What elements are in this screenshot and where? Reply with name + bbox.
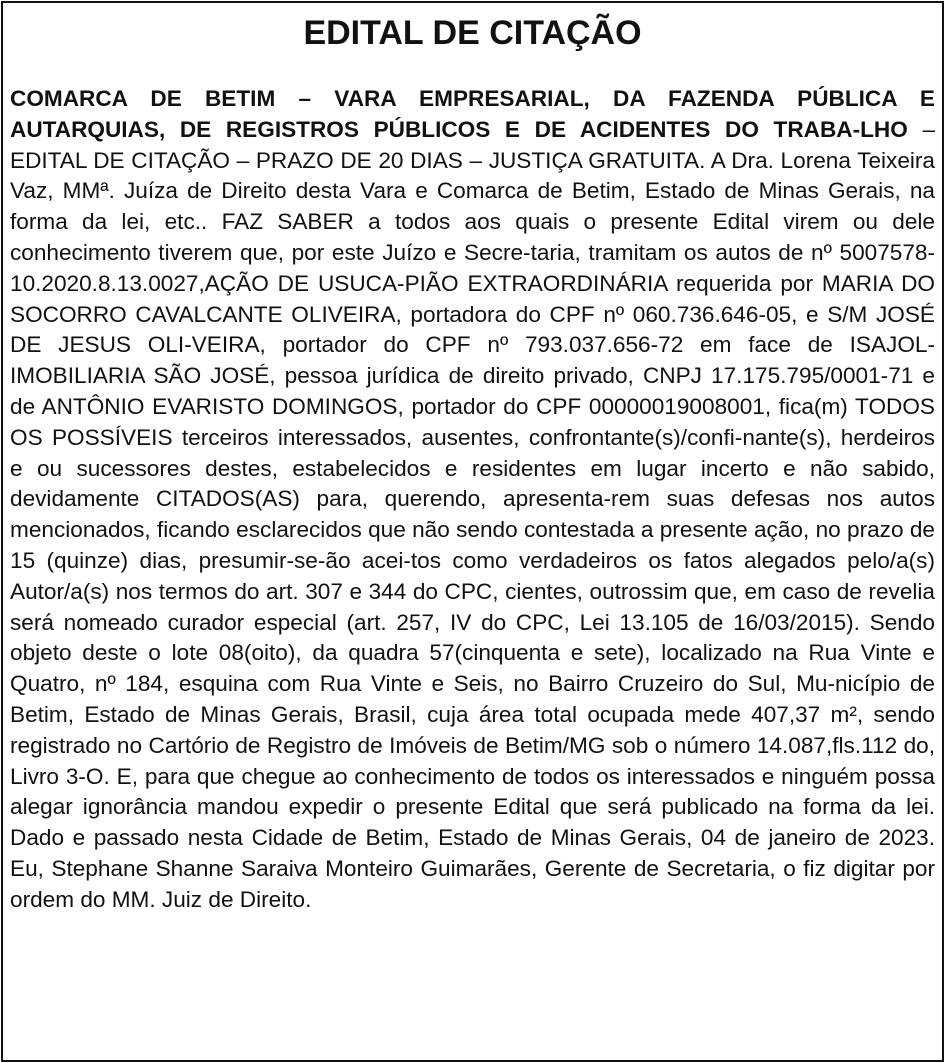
notice-text: – EDITAL DE CITAÇÃO – PRAZO DE 20 DIAS – JUSTIÇA GRATUITA. A Dra. Lorena Teixeira Vaz, MMª. Juíza de Direito desta Vara e Comarca de Betim, Estado de Minas Gerais, na forma da lei, etc.. FAZ SABER a todos aos quais o presente Edital virem ou dele conhecimento tiverem que, por este Juízo e Secre-taria, tramitam os autos de nº 5007578-10.2020.8.13.0027,AÇÃO DE USUCA-PIÃO EXTRAORDINÁRIA requerida por MARIA DO SOCORRO CAVALCANTE OLIVEIRA, portadora do CPF nº 060.736.646-05, e S/M JOSÉ DE JESUS OLI-VEIRA, portador do CPF nº 793.037.656-72 em face de ISAJOL- IMOBILIARIA SÃO JOSÉ, pessoa jurídica de direito privado, CNPJ 17.175.795/0001-71 e de ANTÔNIO EVARISTO DOMINGOS, portador do CPF 00000019008001, fica(m) TODOS OS POSSÍVEIS terceiros interessados, ausentes, confrontante(s)/confi-nante(s), herdeiros e ou sucessores destes, estabelecidos e residentes em lugar incerto e não sabido, devidamente CITADOS(AS) para, querendo, apresenta-rem suas defesas nos autos mencionados, ficando esclarecidos que não sendo contestada a presente ação, no prazo de 15 (quinze) dias, presumir-se-ão acei-tos como verdadeiros os fatos alegados pelo/a(s) Autor/a(s) nos termos do art. 307 e 344 do CPC, cientes, outrossim que, em caso de revelia será nomeado curador especial (art. 257, IV do CPC, Lei 13.105 de 16/03/2015). Sendo objeto deste o lote 08(oito), da quadra 57(cinquenta e sete), localizado na Rua Vinte e Quatro, nº 184, esquina com Rua Vinte e Seis, no Bairro Cruzeiro do Sul, Mu-nicípio de Betim, Estado de Minas Gerais, Brasil, cuja área total ocupada mede 407,37 m², sendo registrado no Cartório de Registro de Imóveis de Betim/MG sob o número 14.087,fls.112 do, Livro 3-O. E, para que chegue ao conhecimento de todos os interessados e ninguém possa alegar ignorância mandou expedir o presente Edital que será publicado na forma da lei. Dado e passado nesta Cidade de Betim, Estado de Minas Gerais, 04 de janeiro de 2023. Eu, Stephane Shanne Saraiva Monteiro Guimarães, Gerente de Secretaria, o fiz digitar por ordem do MM. Juiz de Direito.	[10, 116, 936, 912]
notice-title: EDITAL DE CITAÇÃO	[303, 14, 642, 52]
notice-heading: COMARCA DE BETIM – VARA EMPRESARIAL, DA FAZENDA PÚBLICA E AUTARQUIAS, DE REGISTROS PÚBLICOS E DE ACIDENTES DO TRABA-LHO	[10, 86, 935, 142]
notice-body	[10, 84, 935, 916]
